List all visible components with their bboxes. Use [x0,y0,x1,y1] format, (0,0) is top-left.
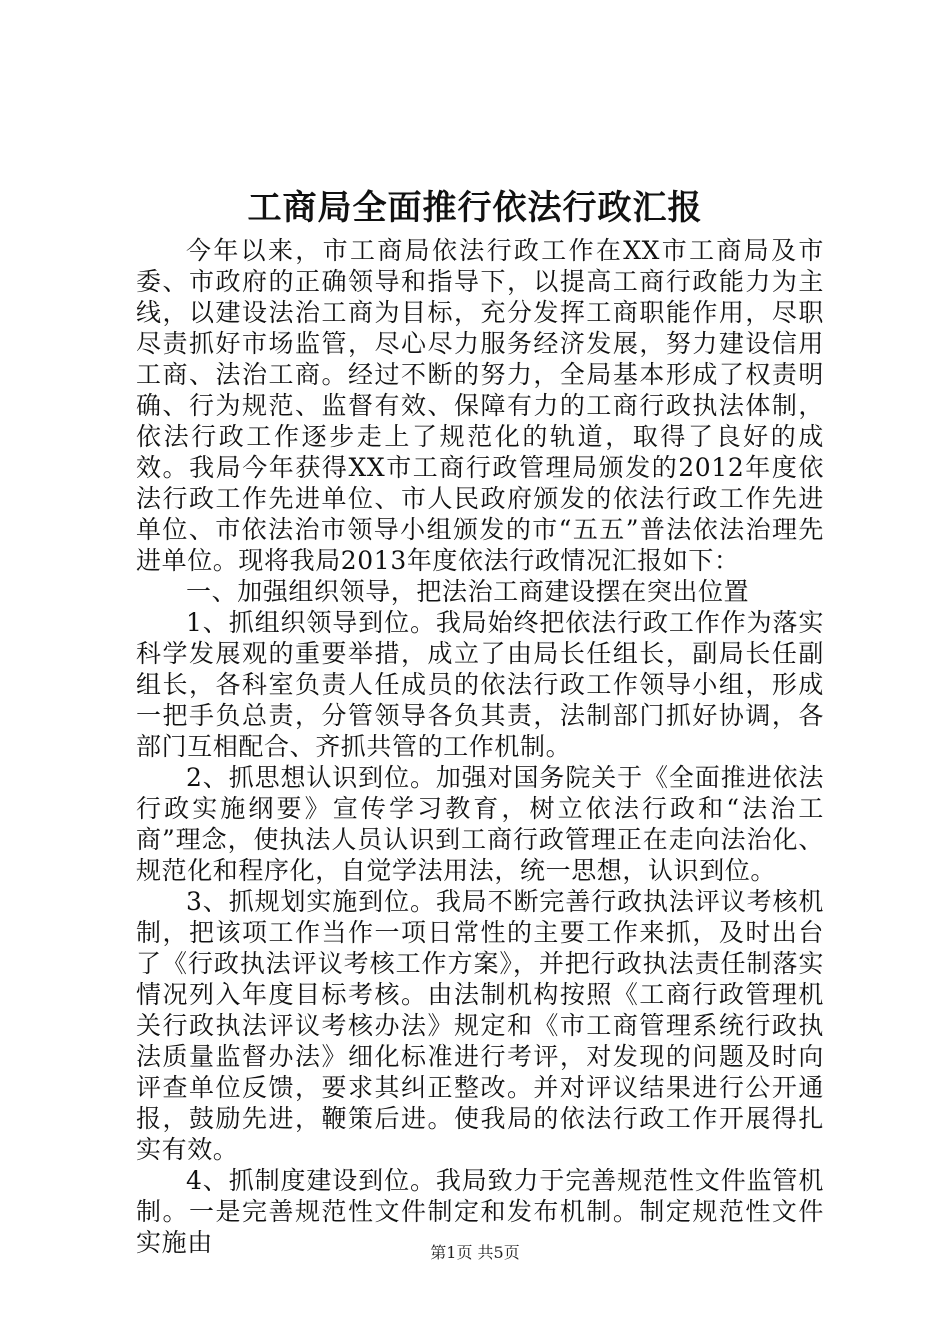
section-heading-1: 一、加强组织领导，把法治工商建设摆在突出位置 [186,577,750,606]
paragraph-item-2: 2、抓思想认识到位。加强对国务院关于《全面推进依法行政实施纲要》宣传学习教育，树立依法行政和“法治工商”理念，使执法人员认识到工商行政管理正在走向法治化、规范化和程序化，自觉学法用法，统一思想，认识到位。 [136,763,824,885]
intro-paragraph: 今年以来，市工商局依法行政工作在XX市工商局及市委、市政府的正确领导和指导下，以提高工商行政能力为主线，以建设法治工商为目标，充分发挥工商职能作用，尽职尽责抓好市场监管，尽心尽力服务经济发展，努力建设信用工商、法治工商。经过不断的努力，全局基本形成了权责明确、行为规范、监督有效、保障有力的工商行政执法体制，依法行政工作逐步走上了规范化的轨道，取得了良好的成效。我局今年获得XX市工商行政管理局颁发的2012年度依法行政工作先进单位、市人民政府颁发的依法行政工作先进单位、市依法治市领导小组颁发的市“五五”普法依法治理先进单位。现将我局2013年度依法行政情况汇报如下： [136,236,824,575]
paragraph-item-4: 4、抓制度建设到位。我局致力于完善规范性文件监管机制。一是完善规范性文件制定和发布机制。制定规范性文件实施由 [136,1166,824,1257]
paragraph-item-3: 3、抓规划实施到位。我局不断完善行政执法评议考核机制，把该项工作当作一项日常性的主要工作来抓，及时出台了《行政执法评议考核工作方案》，并把行政执法责任制落实情况列入年度目标考核。由法制机构按照《工商行政管理机关行政执法评议考核办法》规定和《市工商管理系统行政执法质量监督办法》细化标准进行考评，对发现的问题及时向评查单位反馈，要求其纠正整改。并对评议结果进行公开通报，鼓励先进，鞭策后进。使我局的依法行政工作开展得扎实有效。 [136,887,824,1164]
page-footer: 第1页 共5页 [430,1243,520,1262]
document-title: 工商局全面推行依法行政汇报 [247,188,703,228]
paragraph-item-1: 1、抓组织领导到位。我局始终把依法行政工作作为落实科学发展观的重要举措，成立了由局长任组长，副局长任副组长，各科室负责人任成员的依法行政工作领导小组，形成一把手负总责，分管领导各负其责，法制部门抓好协调，各部门互相配合、齐抓共管的工作机制。 [136,608,824,761]
document-body [136,235,824,1258]
